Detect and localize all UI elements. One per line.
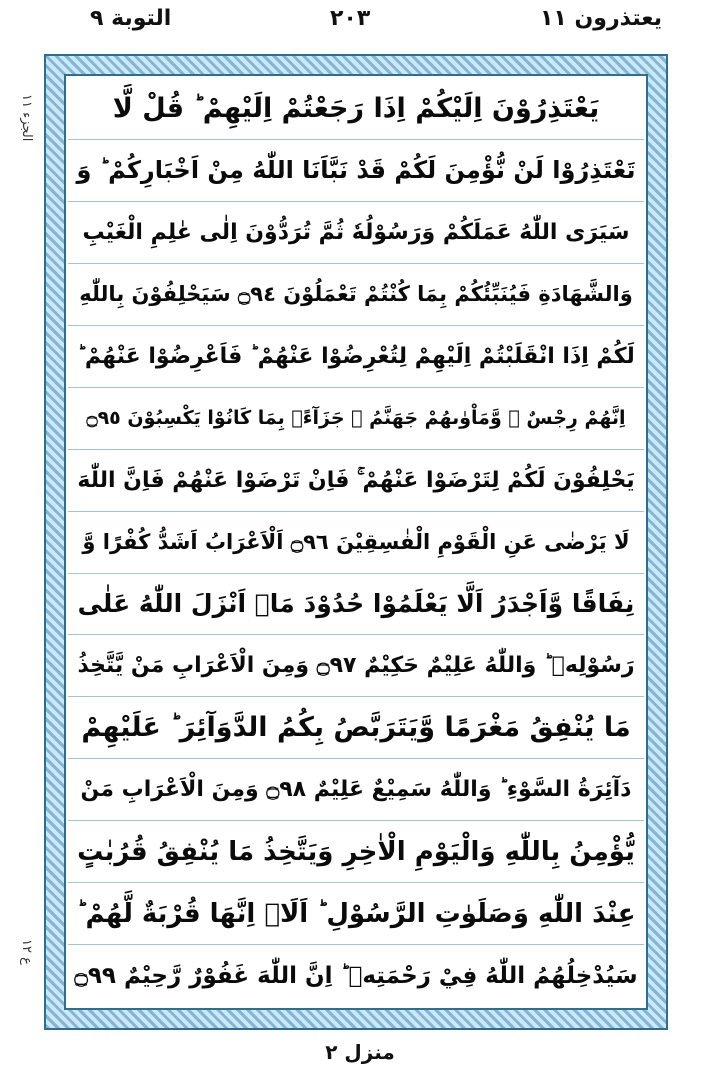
verse-line: دَآئِرَةُ السَّوْءِ ؕ وَاللّٰهُ سَمِيْعٌ عَلِيْمٌ ۝٩٨ وَمِنَ الْاَعْرَابِ مَنْ: [68, 759, 644, 821]
page-number: ٢٠٣: [330, 6, 371, 31]
ruku-marginal-note: ع ١٢: [19, 939, 34, 965]
verse-line: عِنْدَ اللّٰهِ وَصَلَوٰتِ الرَّسُوْلِ ؕ اَلَاۤ اِنَّهَا قُرْبَةٌ لَّهُمْ ؕ: [68, 883, 644, 945]
verse-line: سَيُدْخِلُهُمُ اللّٰهُ فِيْ رَحْمَتِهٖ ؕ اِنَّ اللّٰهَ غَفُوْرٌ رَّحِيْمٌ ۝٩٩: [74, 962, 638, 989]
verse-line: اِنَّهُمْ رِجْسٌ ۫ وَّمَاْوٰىهُمْ جَهَنَّمُ ۚ جَزَآءًۢ بِمَا كَانُوْا يَكْسِبُوْنَ ۝٩٥: [68, 388, 644, 450]
verse-line: لَا يَرْضٰى عَنِ الْقَوْمِ الْفٰسِقِيْنَ ۝٩٦ اَلْاَعْرَابُ اَشَدُّ كُفْرًا وَّ: [68, 512, 644, 574]
manzil-footer: منزل ٢: [325, 1040, 395, 1064]
surah-name: التوبة ٩: [90, 6, 172, 31]
page-header: [0, 0, 720, 48]
verse-line: تَعْتَذِرُوْا لَنْ نُّؤْمِنَ لَكُمْ قَدْ نَبَّاَنَا اللّٰهُ مِنْ اَخْبَارِكُمْ ؕ وَ: [68, 140, 644, 202]
verse-line: سَيَرَى اللّٰهُ عَمَلَكُمْ وَرَسُوْلُهٗ ثُمَّ تُرَدُّوْنَ اِلٰى عٰلِمِ الْغَيْبِ: [68, 202, 644, 264]
verse-line: لَكُمْ اِذَا انْقَلَبْتُمْ اِلَيْهِمْ لِتُعْرِضُوْا عَنْهُمْ ؕ فَاَعْرِضُوْا عَنْهُمْ ؕ: [68, 326, 644, 388]
verse-line: رَسُوْلِهٖ ؕ وَاللّٰهُ عَلِيْمٌ حَكِيْمٌ ۝٩٧ وَمِنَ الْاَعْرَابِ مَنْ يَّتَّخِذُ: [68, 635, 644, 697]
verse-line: يُّؤْمِنُ بِاللّٰهِ وَالْيَوْمِ الْاٰخِرِ وَيَتَّخِذُ مَا يُنْفِقُ قُرُبٰتٍ: [68, 821, 644, 883]
verse-line: وَالشَّهَادَةِ فَيُنَبِّئُكُمْ بِمَا كُنْتُمْ تَعْمَلُوْنَ ۝٩٤ سَيَحْلِفُوْنَ بِاللّٰهِ: [68, 264, 644, 326]
juz-name: يعتذرون ١١: [539, 6, 662, 31]
verse-line: يَحْلِفُوْنَ لَكُمْ لِتَرْضَوْا عَنْهُمْ ۚ فَاِنْ تَرْضَوْا عَنْهُمْ فَاِنَّ اللّٰهَ: [68, 450, 644, 512]
verse-line: نِفَاقًا وَّاَجْدَرُ اَلَّا يَعْلَمُوْا حُدُوْدَ مَاۤ اَنْزَلَ اللّٰهُ عَلٰى: [68, 574, 644, 636]
verse-line: يَعْتَذِرُوْنَ اِلَيْكُمْ اِذَا رَجَعْتُمْ اِلَيْهِمْ ؕ قُلْ لَّا: [68, 78, 644, 140]
juz-marginal-note: الجزء ١١: [19, 94, 34, 142]
verse-line: مَا يُنْفِقُ مَغْرَمًا وَّيَتَرَبَّصُ بِكُمُ الدَّوَآئِرَ ؕ عَلَيْهِمْ: [68, 697, 644, 759]
ornamental-border: [44, 54, 668, 1030]
verse-text-area: [68, 78, 644, 1006]
